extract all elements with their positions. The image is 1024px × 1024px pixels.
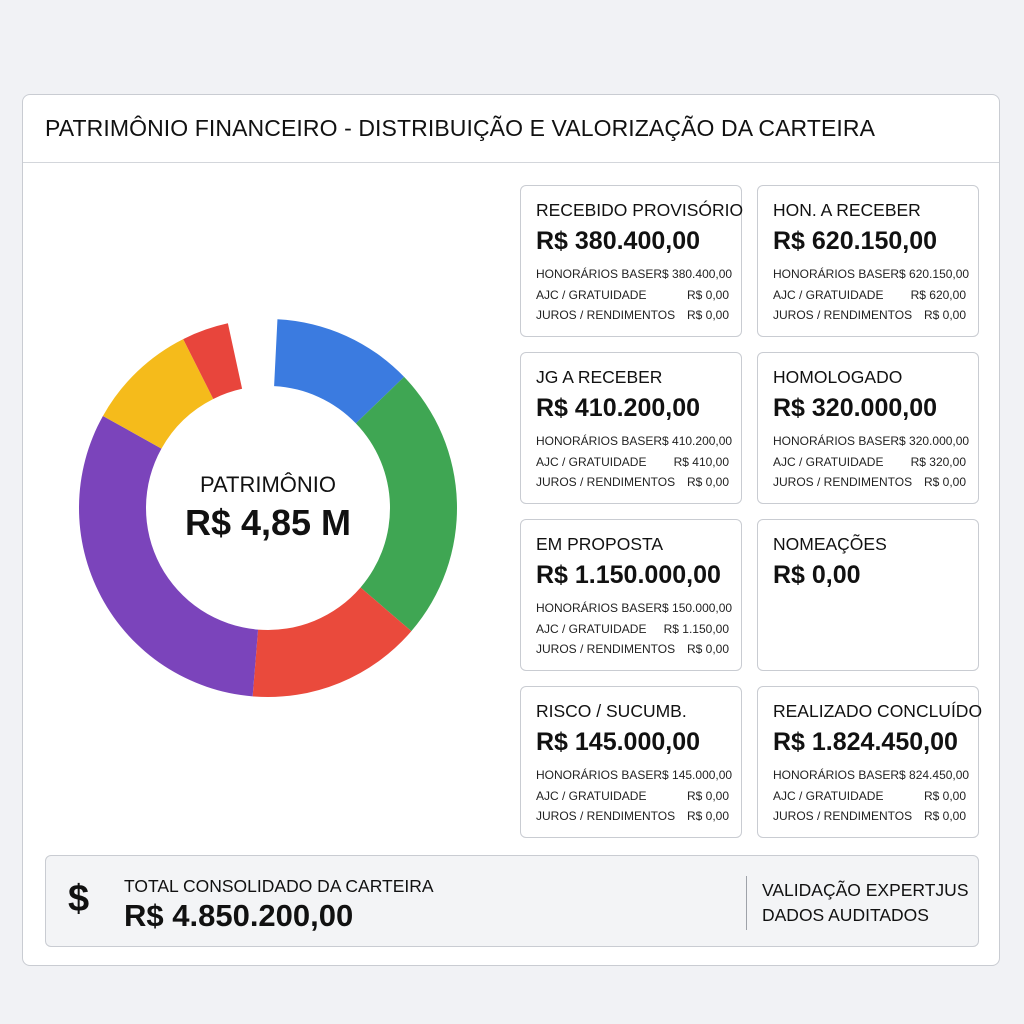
card-breakdown — [773, 765, 970, 827]
row-label: JUROS / RENDIMENTOS — [536, 642, 676, 656]
card-title: RECEBIDO PROVISÓRIO — [536, 200, 744, 220]
card-breakdown-row — [536, 765, 733, 786]
card-breakdown — [536, 598, 733, 660]
validation-line-2: DADOS AUDITADOS — [762, 905, 929, 925]
category-card — [757, 352, 979, 504]
card-breakdown-row — [536, 598, 733, 619]
row-label: HONORÁRIOS BASE — [773, 434, 891, 448]
card-breakdown-row — [773, 806, 966, 827]
card-breakdown-row — [773, 305, 966, 326]
dollar-icon: $ — [68, 878, 90, 920]
portfolio-donut-chart — [78, 318, 458, 698]
card-breakdown-row — [536, 619, 729, 640]
card-title: HON. A RECEBER — [773, 200, 921, 220]
row-label: HONORÁRIOS BASE — [773, 768, 891, 782]
card-value: R$ 620.150,00 — [773, 227, 938, 255]
row-label: JUROS / RENDIMENTOS — [536, 475, 676, 489]
card-breakdown-row — [773, 285, 966, 306]
row-value: R$ 0,00 — [686, 475, 729, 489]
row-label: AJC / GRATUIDADE — [773, 788, 884, 803]
total-label: TOTAL CONSOLIDADO DA CARTEIRA — [124, 876, 434, 896]
card-breakdown-row — [536, 264, 733, 285]
category-card — [757, 519, 979, 671]
card-breakdown-row — [773, 786, 966, 807]
validation-line-1: VALIDAÇÃO EXPERTJUS — [762, 880, 969, 900]
card-value: R$ 0,00 — [773, 561, 861, 589]
row-label: AJC / GRATUIDADE — [536, 287, 647, 302]
card-breakdown-row — [773, 472, 966, 493]
row-label: HONORÁRIOS BASE — [536, 434, 654, 448]
category-card — [520, 519, 742, 671]
row-value: R$ 0,00 — [923, 809, 966, 823]
page-title: PATRIMÔNIO FINANCEIRO - DISTRIBUIÇÃO E VALORIZAÇÃO DA CARTEIRA — [45, 115, 876, 141]
row-value: R$ 0,00 — [923, 788, 966, 803]
row-label: HONORÁRIOS BASE — [536, 601, 654, 615]
row-value: R$ 824.450,00 — [890, 768, 970, 782]
row-value: R$ 410,00 — [673, 454, 729, 469]
card-title: HOMOLOGADO — [773, 367, 903, 387]
row-value: R$ 380.400,00 — [653, 267, 733, 281]
total-value: R$ 4.850.200,00 — [124, 898, 354, 933]
card-title: RISCO / SUCUMB. — [536, 701, 687, 721]
card-value: R$ 145.000,00 — [536, 728, 701, 756]
row-label: JUROS / RENDIMENTOS — [773, 475, 913, 489]
row-value: R$ 320,00 — [910, 454, 966, 469]
row-label: HONORÁRIOS BASE — [773, 267, 891, 281]
donut-center-value: R$ 4,85 M — [184, 502, 352, 543]
row-label: AJC / GRATUIDADE — [536, 788, 647, 803]
row-label: JUROS / RENDIMENTOS — [773, 308, 913, 322]
donut-segment — [356, 377, 457, 631]
card-breakdown — [536, 264, 733, 326]
donut-segment — [79, 416, 258, 696]
row-value: R$ 145.000,00 — [653, 768, 733, 782]
card-breakdown — [536, 431, 733, 493]
category-card — [757, 185, 979, 337]
row-value: R$ 0,00 — [923, 475, 966, 489]
card-breakdown-row — [773, 264, 970, 285]
card-breakdown-row — [536, 431, 733, 452]
panel-header — [23, 95, 999, 163]
card-value: R$ 1.824.450,00 — [773, 728, 958, 756]
row-label: HONORÁRIOS BASE — [536, 267, 654, 281]
card-breakdown-row — [536, 806, 729, 827]
donut-svg — [78, 318, 458, 698]
row-value: R$ 0,00 — [686, 809, 729, 823]
row-value: R$ 620.150,00 — [890, 267, 970, 281]
card-breakdown-row — [773, 431, 970, 452]
total-summary-bar — [45, 855, 979, 947]
row-value: R$ 150.000,00 — [653, 601, 733, 615]
card-value: R$ 1.150.000,00 — [536, 561, 721, 589]
row-value: R$ 0,00 — [923, 308, 966, 322]
card-breakdown-row — [773, 765, 970, 786]
row-value: R$ 320.000,00 — [890, 434, 970, 448]
row-label: JUROS / RENDIMENTOS — [536, 809, 676, 823]
card-breakdown-row — [536, 639, 729, 660]
row-label: JUROS / RENDIMENTOS — [773, 809, 913, 823]
row-label: HONORÁRIOS BASE — [536, 768, 654, 782]
row-label: JUROS / RENDIMENTOS — [536, 308, 676, 322]
card-title: REALIZADO CONCLUÍDO — [773, 701, 983, 721]
card-value: R$ 380.400,00 — [536, 227, 701, 255]
row-value: R$ 0,00 — [686, 308, 729, 322]
card-title: JG A RECEBER — [536, 367, 663, 387]
row-value: R$ 1.150,00 — [663, 621, 729, 636]
row-label: AJC / GRATUIDADE — [536, 621, 647, 636]
row-label: AJC / GRATUIDADE — [536, 454, 647, 469]
card-breakdown-row — [536, 786, 729, 807]
card-breakdown-row — [536, 305, 729, 326]
category-card — [520, 352, 742, 504]
card-breakdown-row — [773, 452, 966, 473]
row-value: R$ 410.200,00 — [653, 434, 733, 448]
card-breakdown-row — [536, 452, 729, 473]
category-card — [520, 686, 742, 838]
card-breakdown-row — [536, 285, 729, 306]
row-value: R$ 0,00 — [686, 642, 729, 656]
card-breakdown-row — [536, 472, 729, 493]
donut-center-label: PATRIMÔNIO — [199, 472, 337, 497]
category-card — [757, 686, 983, 838]
row-value: R$ 620,00 — [910, 287, 966, 302]
card-value: R$ 410.200,00 — [536, 394, 701, 422]
card-value: R$ 320.000,00 — [773, 394, 938, 422]
card-title: NOMEAÇÕES — [773, 534, 887, 554]
card-breakdown — [536, 765, 733, 827]
card-breakdown — [773, 264, 970, 326]
row-value: R$ 0,00 — [686, 788, 729, 803]
card-title: EM PROPOSTA — [536, 534, 664, 554]
row-value: R$ 0,00 — [686, 287, 729, 302]
row-label: AJC / GRATUIDADE — [773, 454, 884, 469]
row-label: AJC / GRATUIDADE — [773, 287, 884, 302]
category-card — [520, 185, 742, 337]
portfolio-panel — [22, 94, 1000, 966]
card-breakdown — [773, 431, 970, 493]
validation-badge — [762, 878, 969, 928]
footer-divider — [746, 876, 747, 930]
